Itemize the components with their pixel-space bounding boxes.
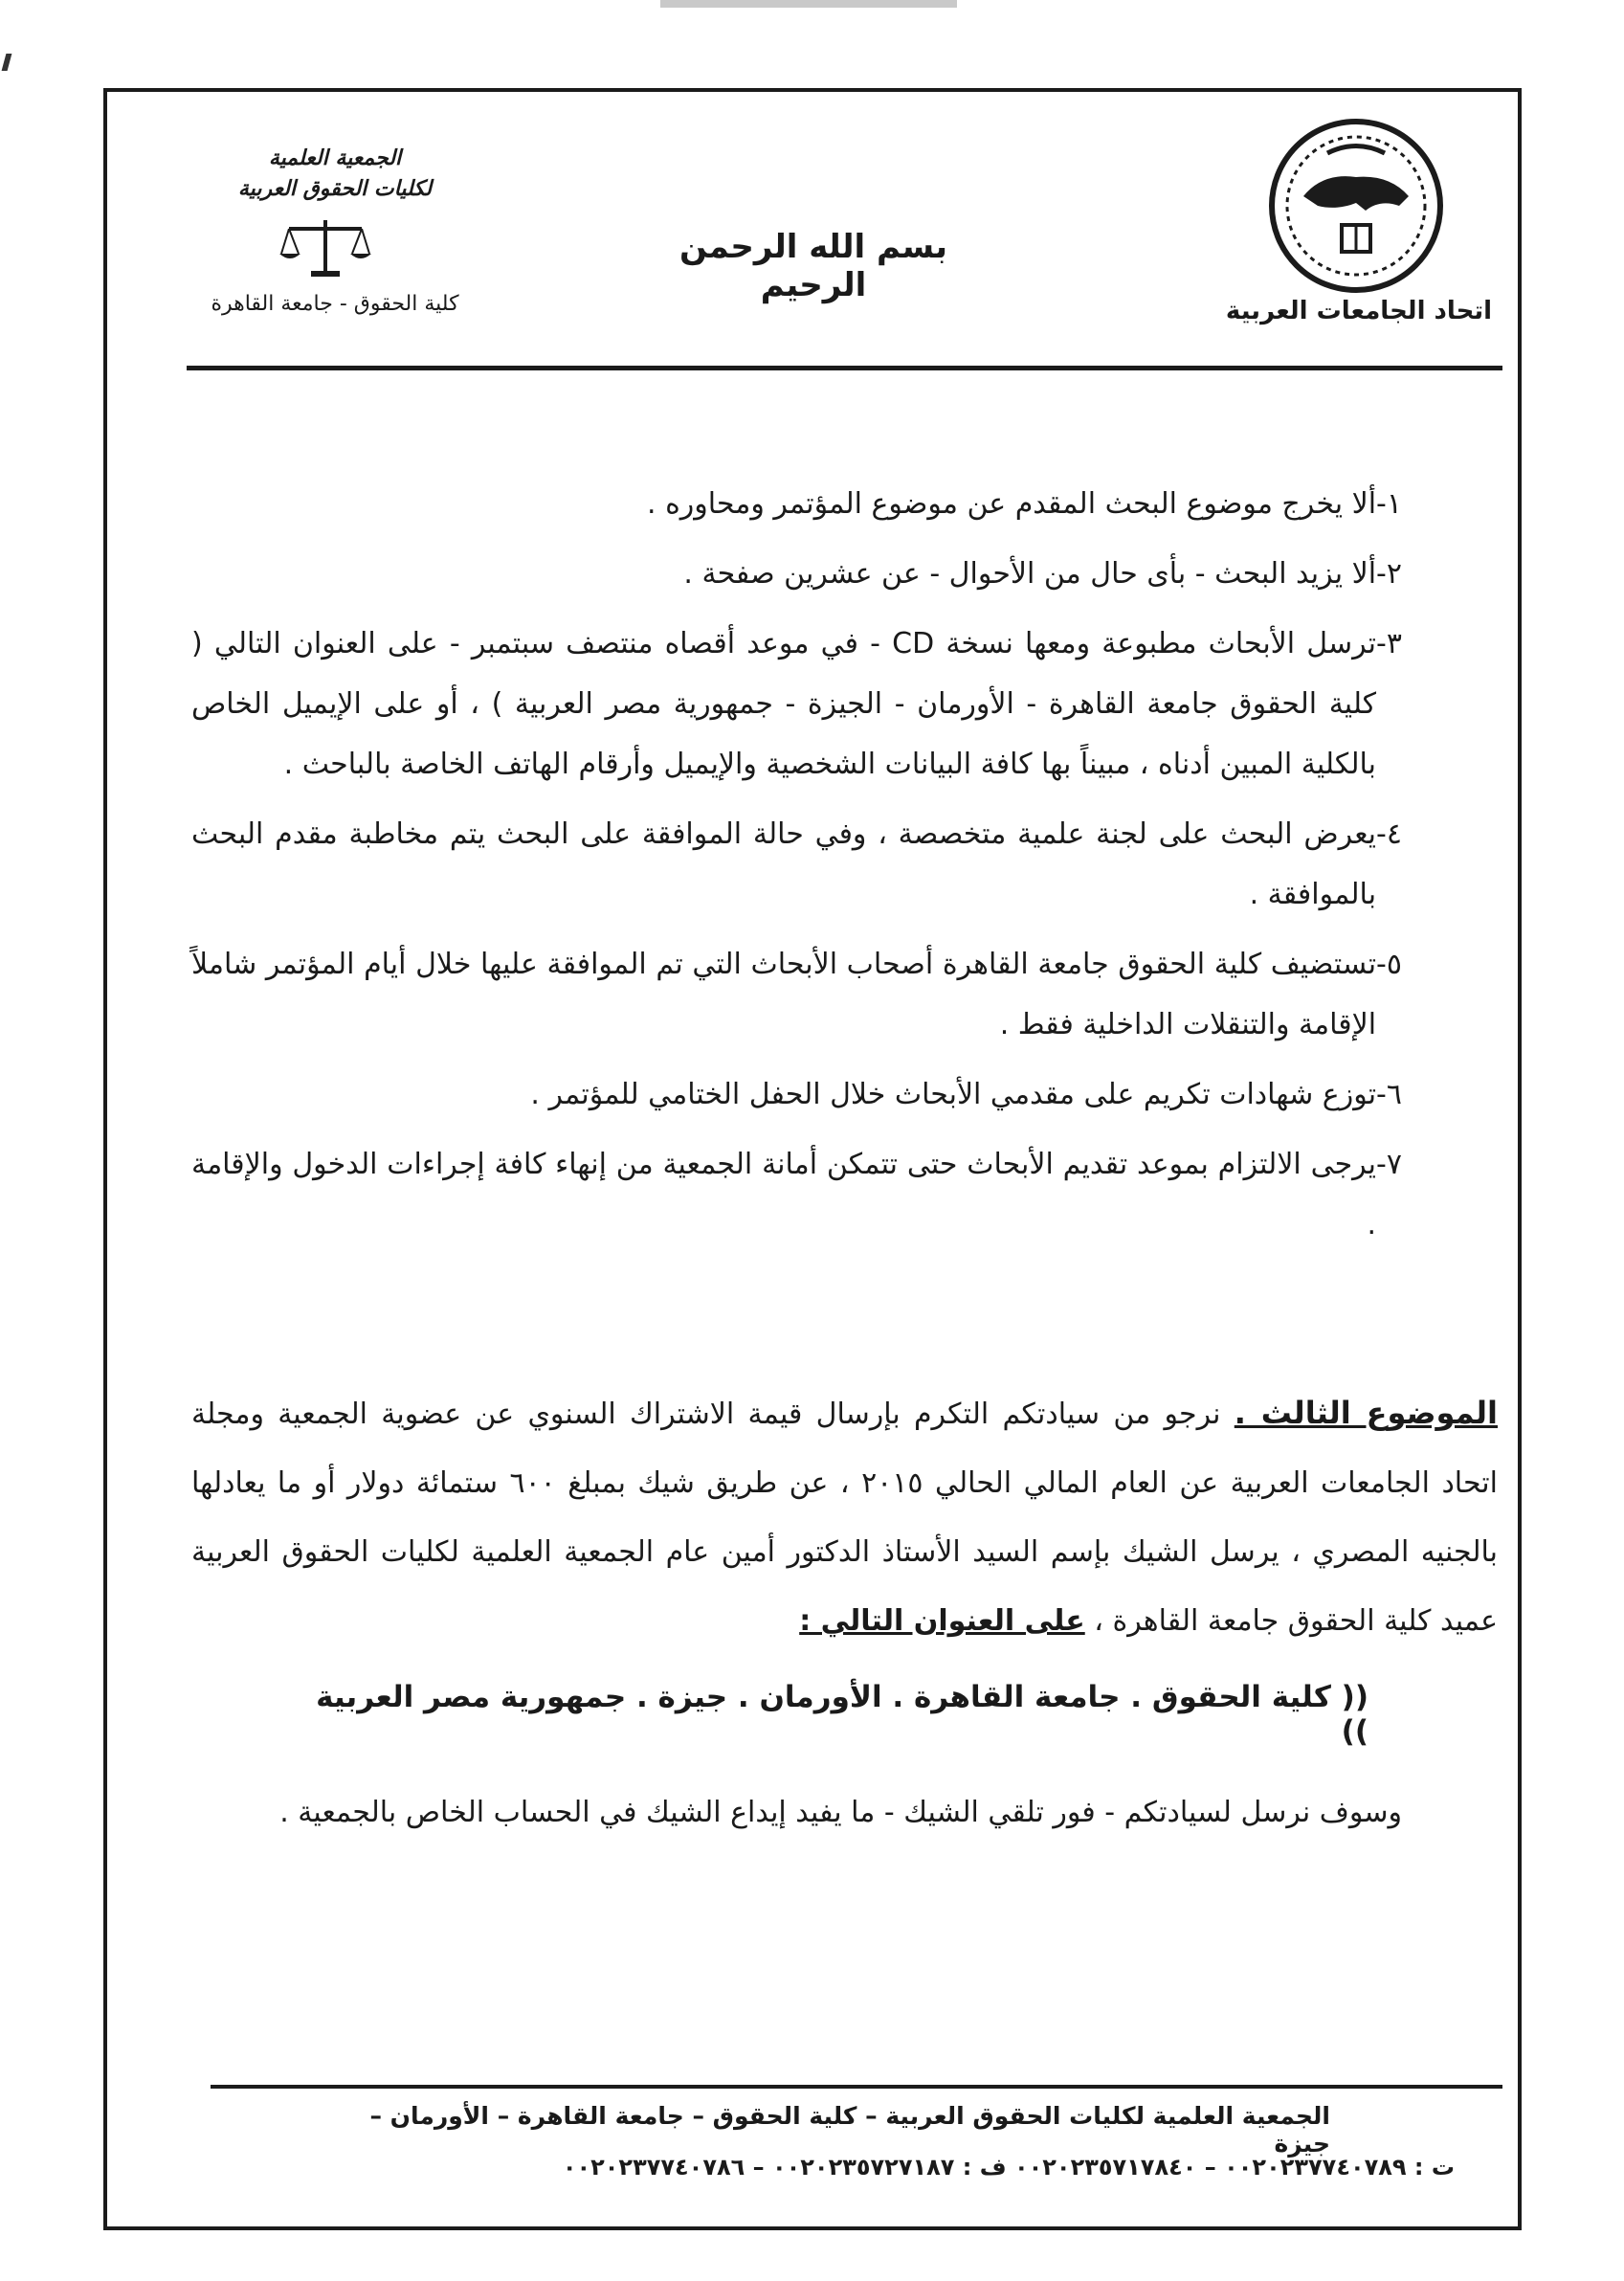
item-text: يرجى الالتزام بموعد تقديم الأبحاث حتى تتمكن أمانة الجمعية من إنهاء كافة إجراءات الدخول والإقامة . <box>191 1148 1377 1241</box>
mailing-address: (( كلية الحقوق . جامعة القاهرة . الأورمان . جيزة . جمهورية مصر العربية )) <box>316 1680 1368 1749</box>
item-text: ألا يزيد البحث - بأى حال من الأحوال - عن عشرين صفحة . <box>683 557 1377 591</box>
arab-universities-caption: اتحاد الجامعات العربية <box>1225 297 1493 325</box>
list-item <box>191 804 1402 925</box>
list-item <box>191 544 1402 604</box>
association-logo-line1: الجمعية العلمية <box>268 146 402 170</box>
list-item <box>191 1064 1402 1125</box>
footer-organization-line: الجمعية العلمية لكليات الحقوق العربية – كلية الحقوق – جامعة القاهرة – الأورمان – جيزة <box>369 2102 1330 2158</box>
list-item <box>191 934 1402 1055</box>
section-three-paragraph <box>191 1378 1498 1656</box>
item-text: ألا يخرج موضوع البحث المقدم عن موضوع المؤتمر ومحاوره . <box>647 487 1377 521</box>
address-label: على العنوان التالي : <box>799 1604 1085 1638</box>
association-logo-title <box>211 144 459 205</box>
item-text: تستضيف كلية الحقوق جامعة القاهرة أصحاب الأبحاث التي تم الموافقة عليها خلال أيام المؤتمر شاملاً الإقامة والتنقلات الداخلية فقط . <box>191 948 1377 1041</box>
arab-universities-emblem-icon <box>1265 115 1447 297</box>
conditions-list <box>191 474 1402 1264</box>
scan-speck <box>2 54 12 71</box>
list-item <box>191 614 1402 794</box>
header-divider <box>187 366 1502 370</box>
item-number: ١- <box>1376 487 1402 521</box>
item-number: ٥- <box>1376 948 1402 981</box>
footer-divider <box>211 2085 1502 2089</box>
list-item <box>191 1134 1402 1255</box>
basmala-heading: بسم الله الرحمن الرحيم <box>679 228 948 304</box>
item-number: ٣- <box>1376 627 1402 660</box>
association-logo-line2: لكليات الحقوق العربية <box>237 177 433 201</box>
section-three-title: الموضوع الثالث . <box>1234 1395 1498 1431</box>
item-text: يعرض البحث على لجنة علمية متخصصة ، وفي حالة الموافقة على البحث يتم مخاطبة مقدم البحث بالموافقة . <box>191 817 1377 911</box>
item-text: توزع شهادات تكريم على مقدمي الأبحاث خلال الحفل الختامي للمؤتمر . <box>530 1078 1377 1111</box>
footer-contact-numbers: ت : ٠٠٢٠٢٣٧٧٤٠٧٨٩ – ٠٠٢٠٢٣٥٧١٧٨٤٠ ف : ٠٠٢٠٢٣٥٧٢٧١٨٧ – ٠٠٢٠٢٣٧٧٤٠٧٨٦ <box>562 2154 1455 2180</box>
section-three-body: نرجو من سيادتكم التكرم بإرسال قيمة الاشتراك السنوي عن عضوية الجمعية ومجلة اتحاد الجامعات العربية عن العام المالي الحالي ٢٠١٥ ، عن طريق شيك بمبلغ ٦٠٠ ستمائة دولار أو ما يعادلها بالجنيه المصري ، يرسل الشيك بإسم السيد الأستاذ الدكتور أمين عام الجمعية العلمية لكليات الحقوق العربية عميد كلية الحقوق جامعة القاهرة ، <box>191 1398 1498 1638</box>
scanner-edge-mark <box>660 0 957 8</box>
closing-paragraph: وسوف نرسل لسيادتكم - فور تلقي الشيك - ما يفيد إيداع الشيك في الحساب الخاص بالجمعية . <box>279 1796 1402 1829</box>
item-number: ٢- <box>1376 557 1402 591</box>
item-number: ٤- <box>1376 817 1402 851</box>
scales-of-justice-icon <box>278 215 373 280</box>
list-item <box>191 474 1402 534</box>
item-text: ترسل الأبحاث مطبوعة ومعها نسخة CD - في موعد أقصاه منتصف سبتمبر - على العنوان التالي ( كلية الحقوق جامعة القاهرة - الأورمان - الجيزة - جمهورية مصر العربية ) ، أو على الإيميل الخاص بالكلية المبين أدناه ، مبيناً بها كافة البيانات الشخصية والإيميل وأرقام الهاتف الخاصة بالباحث . <box>191 627 1377 781</box>
item-number: ٧- <box>1376 1148 1402 1181</box>
item-number: ٦- <box>1376 1078 1402 1111</box>
law-faculty-caption: كلية الحقوق - جامعة القاهرة <box>211 292 459 316</box>
